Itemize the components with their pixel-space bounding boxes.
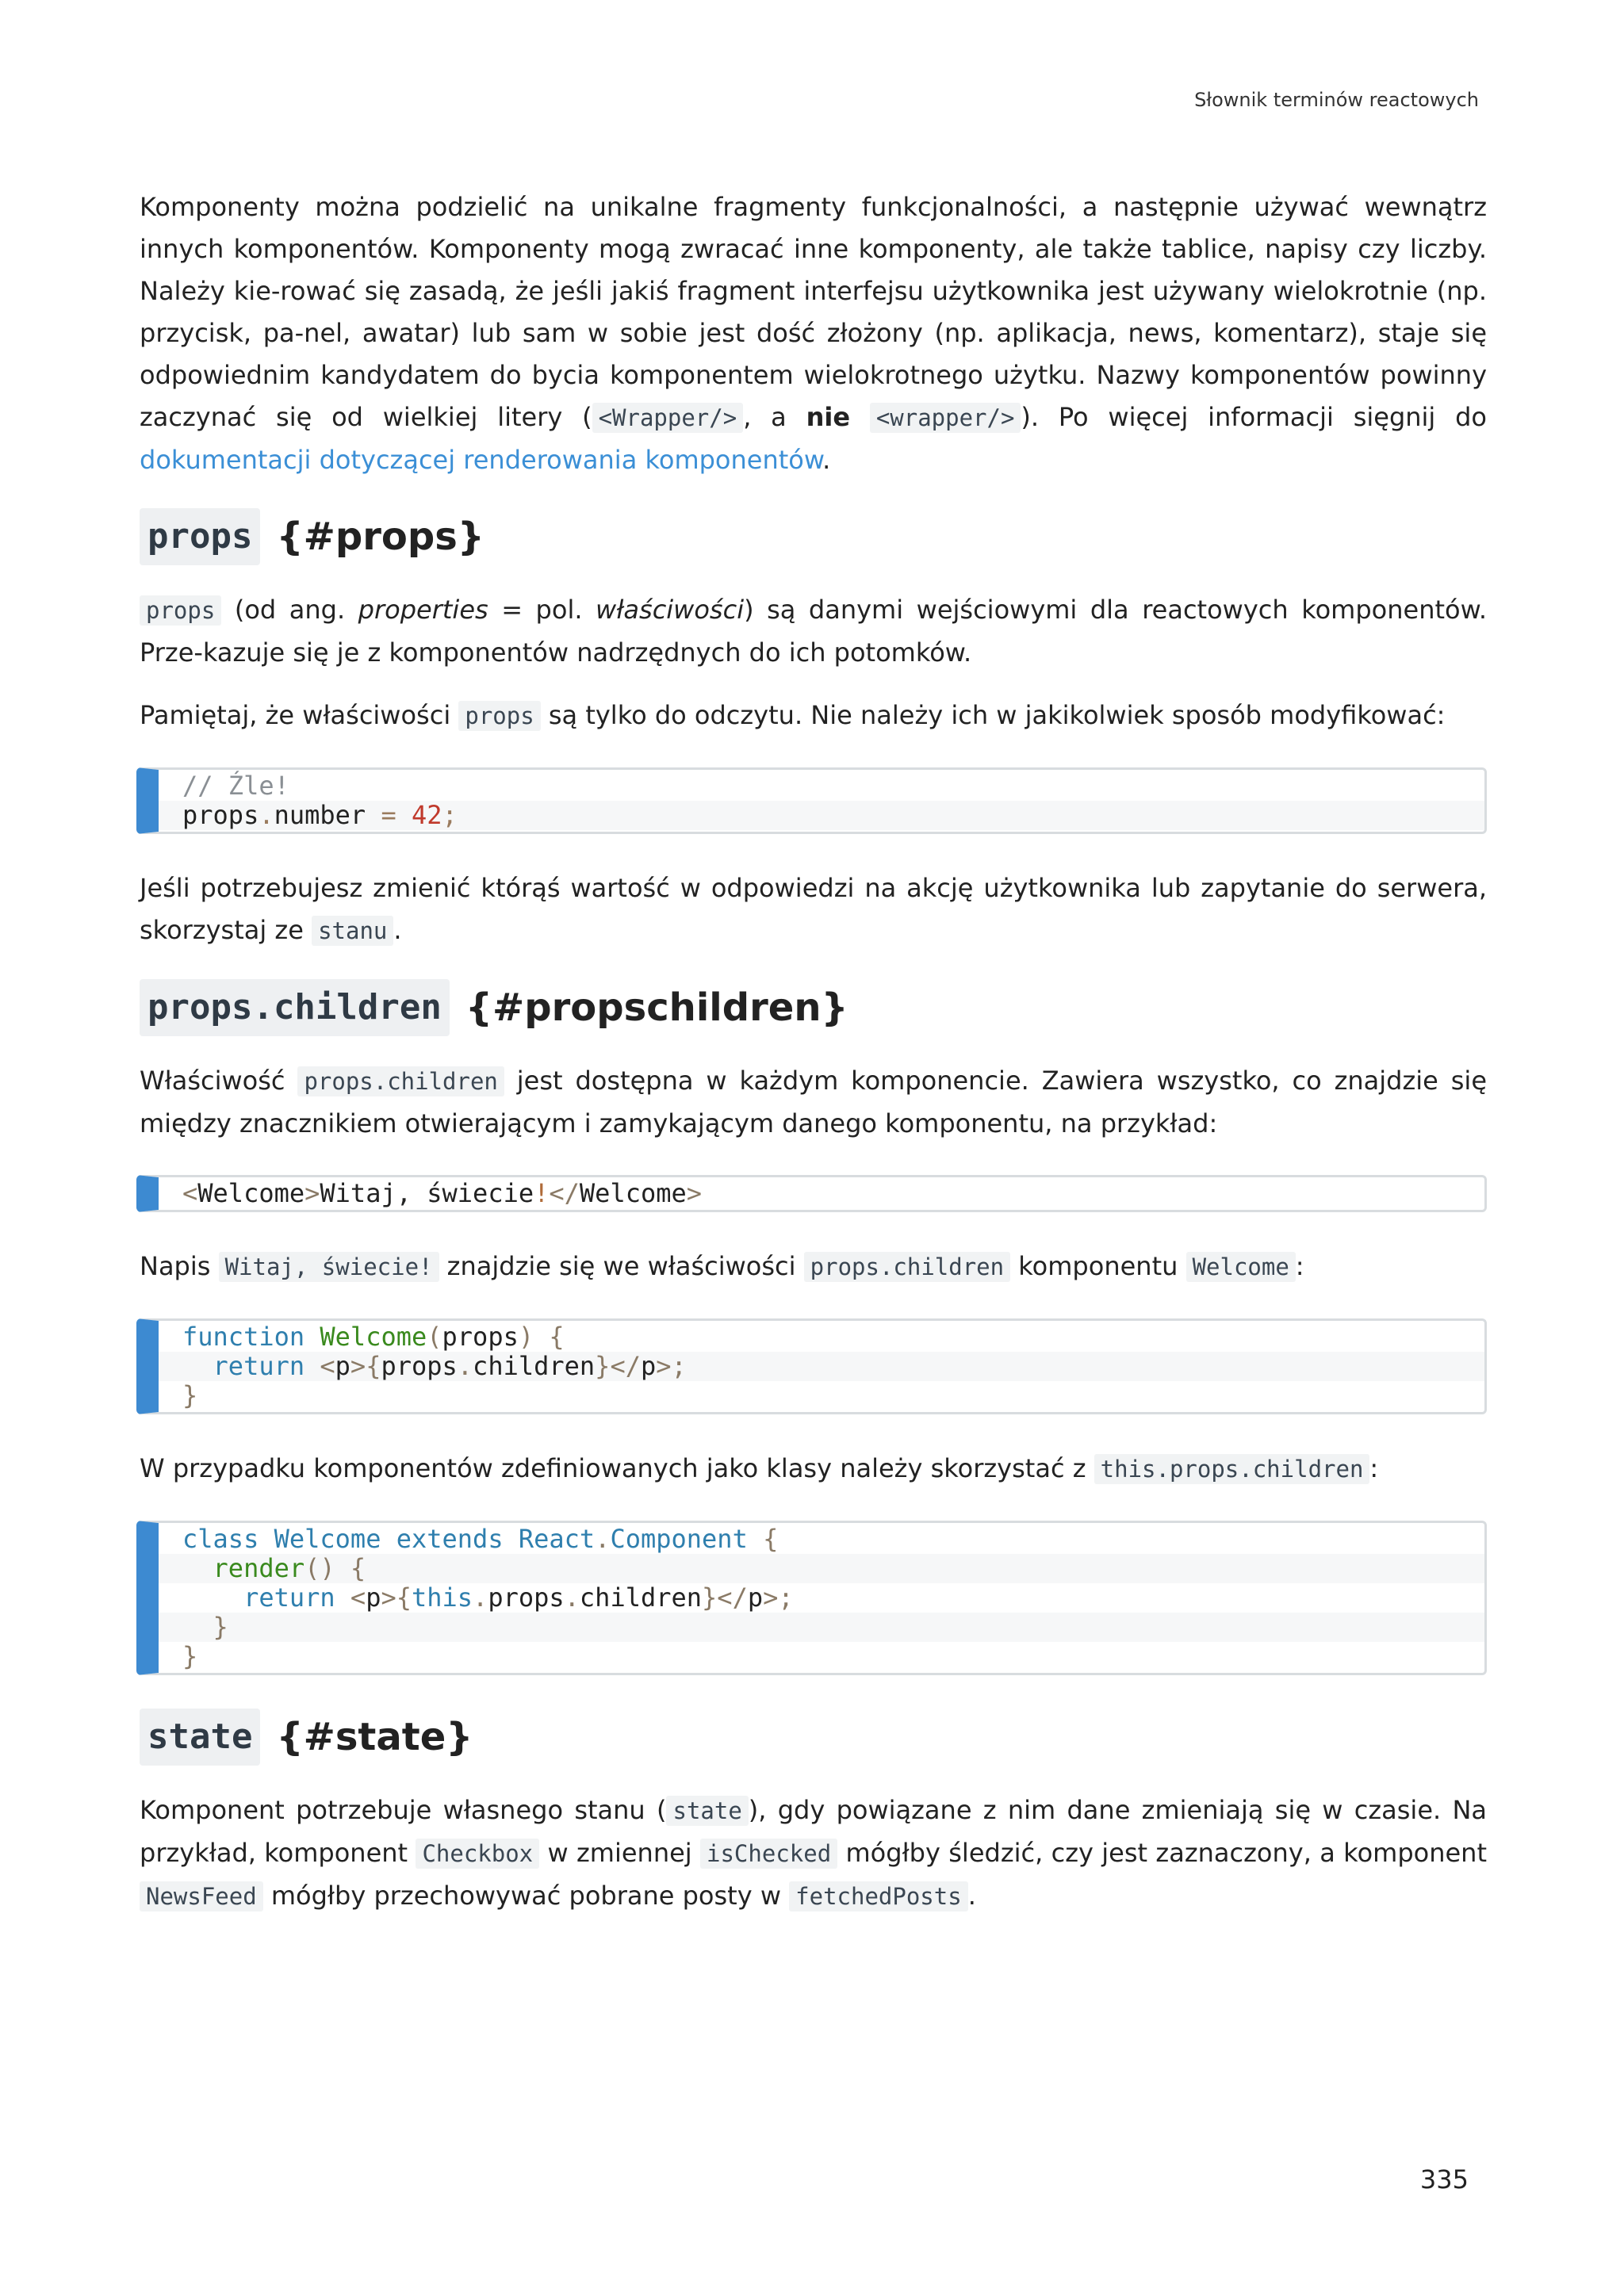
code-line [159,1613,1484,1642]
code-block-bad-mutation [136,767,1487,834]
intro-text: Komponenty można podzielić na unikalne fragmenty funkcjonalności, a następnie używać wewnątrz innych komponentów. Komponenty mogą zwracać inne komponenty, ale także tablice, napisy czy liczby. Należy kie-rować się zasadą, że jeśli jakiś fragment interfejsu użytkownika jest używany wielokrotnie (np. przycisk, pa-nel, awatar) lub sam w sobie jest dość złożony (np. aplikacja, news, komentarz), staje się odpowiednim kandydatem do bycia komponentem wielokrotnego użytku. Nazwy komponentów powinny zaczynać się od wielkiej litery ( [140,192,1487,432]
code-line [182,1642,1484,1671]
code-token: Witaj, świecie [320,1178,534,1208]
intro-text: . [822,445,831,475]
code-line [159,801,1484,830]
code-token: props [488,1582,565,1613]
code-token: . [259,800,274,830]
code-line [182,771,1484,801]
code-token: . [564,1582,580,1613]
class-component-note [140,1448,1487,1490]
code-line [159,1554,1484,1583]
code-token: < [350,1582,366,1613]
children-explanation [140,1246,1487,1288]
page-content [140,186,1487,1938]
code-token: ; [671,1351,687,1381]
inline-code: fetchedPosts [789,1881,968,1911]
text: Komponent potrzebuje własnego stanu ( [140,1795,667,1825]
state-definition [140,1789,1487,1918]
code-token: > [304,1178,320,1208]
inline-code: state [666,1796,748,1826]
text: : [1295,1251,1304,1281]
code-token: > [656,1351,672,1381]
code-token: { [396,1582,412,1613]
code-token: Component [610,1524,748,1554]
heading-code: props.children [140,979,450,1036]
code-line [182,1179,1484,1208]
code-wrapper-upper: <Wrapper/> [592,403,744,433]
bold-nie: nie [806,402,851,432]
text: . [967,1881,976,1911]
code-number: 42 [411,800,442,830]
code-line [182,1525,1484,1554]
text: Pamiętaj, że właściwości [140,700,459,730]
code-token: React [518,1524,596,1554]
props-readonly-note [140,695,1487,737]
code-token: < [182,1178,198,1208]
inline-code: props.children [297,1066,504,1096]
intro-paragraph [140,186,1487,481]
text: znajdzie się we właściwości [439,1251,804,1281]
text: ) są danymi wejściowymi dla reactowych komponentów. Prze-kazuje się je z komponentów nadrzędnych do ich potomków. [140,595,1487,668]
inline-code: props [458,701,540,731]
code-class-name: Welcome [274,1524,381,1554]
text: W przypadku komponentów zdefiniowanych jako klasy należy skorzystać z [140,1453,1094,1483]
heading-state [140,1709,1487,1766]
code-token: . [473,1582,488,1613]
code-token: { [747,1524,779,1554]
text: Właściwość [140,1066,298,1096]
code-token: } [702,1582,718,1613]
code-token: p [640,1351,657,1381]
code-wrapper-lower: <wrapper/> [870,403,1021,433]
inline-code: stanu [312,916,393,946]
code-token: () [304,1553,335,1583]
code-token: ; [778,1582,794,1613]
props-definition [140,589,1487,674]
code-keyword: return [243,1582,335,1613]
italic-text: properties [358,595,488,625]
code-block-function-welcome [136,1318,1487,1414]
code-token: } [595,1351,611,1381]
inline-code: this.props.children [1094,1454,1370,1484]
code-token: p [747,1582,764,1613]
text: w zmiennej [539,1838,701,1868]
code-keyword: class [182,1524,259,1554]
code-token: props [442,1322,519,1352]
code-function-name: render [213,1553,305,1583]
code-line [182,1583,1484,1613]
code-token: </ [549,1178,580,1208]
text: jest dostępna w każdym komponencie. Zawiera wszystko, co znajdzie się między znacznikiem otwierającym i zamykającym danego komponentu, na przykład: [140,1066,1488,1138]
code-token: > [686,1178,703,1208]
code-token: . [595,1524,611,1554]
intro-text: ). Po więcej informacji sięgnij do [1021,402,1487,432]
heading-props [140,508,1487,565]
heading-anchor: {#state} [276,1715,473,1759]
code-line [182,1322,1484,1352]
code-token: ; [442,800,458,830]
code-function-name: Welcome [320,1322,427,1352]
running-header: Słownik terminów reactowych [1194,89,1479,111]
code-token: Welcome [579,1178,687,1208]
code-block-jsx-welcome [136,1175,1487,1212]
text: mógłby śledzić, czy jest zaznaczony, a komponent [837,1838,1487,1868]
text: mógłby przechowywać pobrane posty w [262,1881,790,1911]
inline-code: NewsFeed [140,1881,263,1911]
code-token: { [366,1351,381,1381]
code-comment: // Źle! [182,771,289,801]
code-keyword: this [411,1582,473,1613]
code-token: </ [717,1582,748,1613]
inline-code: Welcome [1186,1252,1296,1282]
code-token: number [274,800,366,830]
code-keyword: function [182,1322,305,1352]
heading-code: props [140,508,260,565]
code-token: ) [518,1322,534,1352]
code-token: children [579,1582,703,1613]
heading-anchor: {#propschildren} [465,985,848,1030]
heading-code: state [140,1709,260,1766]
code-token: p [366,1582,381,1613]
code-token: props [381,1351,458,1381]
code-token: props [182,800,259,830]
code-token: ! [534,1178,550,1208]
inline-code: Witaj, świecie! [219,1252,439,1282]
code-token: } [213,1612,228,1642]
text: komponentu [1010,1251,1186,1281]
code-token: } [182,1380,198,1410]
text: . [393,915,402,945]
inline-code: props [140,595,221,626]
code-token: </ [610,1351,641,1381]
code-line [159,1352,1484,1381]
code-token: { [335,1553,366,1583]
docs-link[interactable]: dokumentacji dotyczącej renderowania komponentów [140,445,823,475]
code-token: < [320,1351,335,1381]
code-token: . [457,1351,473,1381]
text: ), gdy powiązane z nim dane zmieniają się w czasie. Na przykład, komponent [140,1795,1488,1868]
inline-code: props.children [804,1252,1010,1282]
inline-code: isChecked [700,1839,837,1869]
code-keyword: extends [396,1524,504,1554]
text: Jeśli potrzebujesz zmienić którąś wartość w odpowiedzi na akcję użytkownika lub zapytanie do serwera, skorzystaj ze [140,873,1487,945]
italic-text: właściwości [596,595,745,625]
code-keyword: return [213,1351,305,1381]
code-token: p [335,1351,350,1381]
code-line [182,1381,1484,1410]
intro-text: , a [743,402,806,432]
heading-props-children [140,979,1487,1036]
code-token: { [534,1322,565,1352]
code-token: > [350,1351,366,1381]
text: (od ang. [221,595,358,625]
children-definition [140,1060,1487,1145]
text: : [1369,1453,1379,1483]
page-number: 335 [1419,2164,1469,2195]
text: Napis [140,1251,219,1281]
code-token: = [366,800,412,830]
state-hint [140,867,1487,952]
inline-code: Checkbox [416,1839,539,1869]
code-block-class-welcome [136,1521,1487,1675]
code-token: children [473,1351,596,1381]
code-token: } [182,1641,198,1671]
code-token: Welcome [197,1178,305,1208]
code-token: ( [427,1322,442,1352]
text: są tylko do odczytu. Nie należy ich w jakikolwiek sposób modyfikować: [540,700,1446,730]
code-token: > [763,1582,779,1613]
text: = pol. [488,595,596,625]
code-token: > [381,1582,396,1613]
heading-anchor: {#props} [276,515,485,559]
